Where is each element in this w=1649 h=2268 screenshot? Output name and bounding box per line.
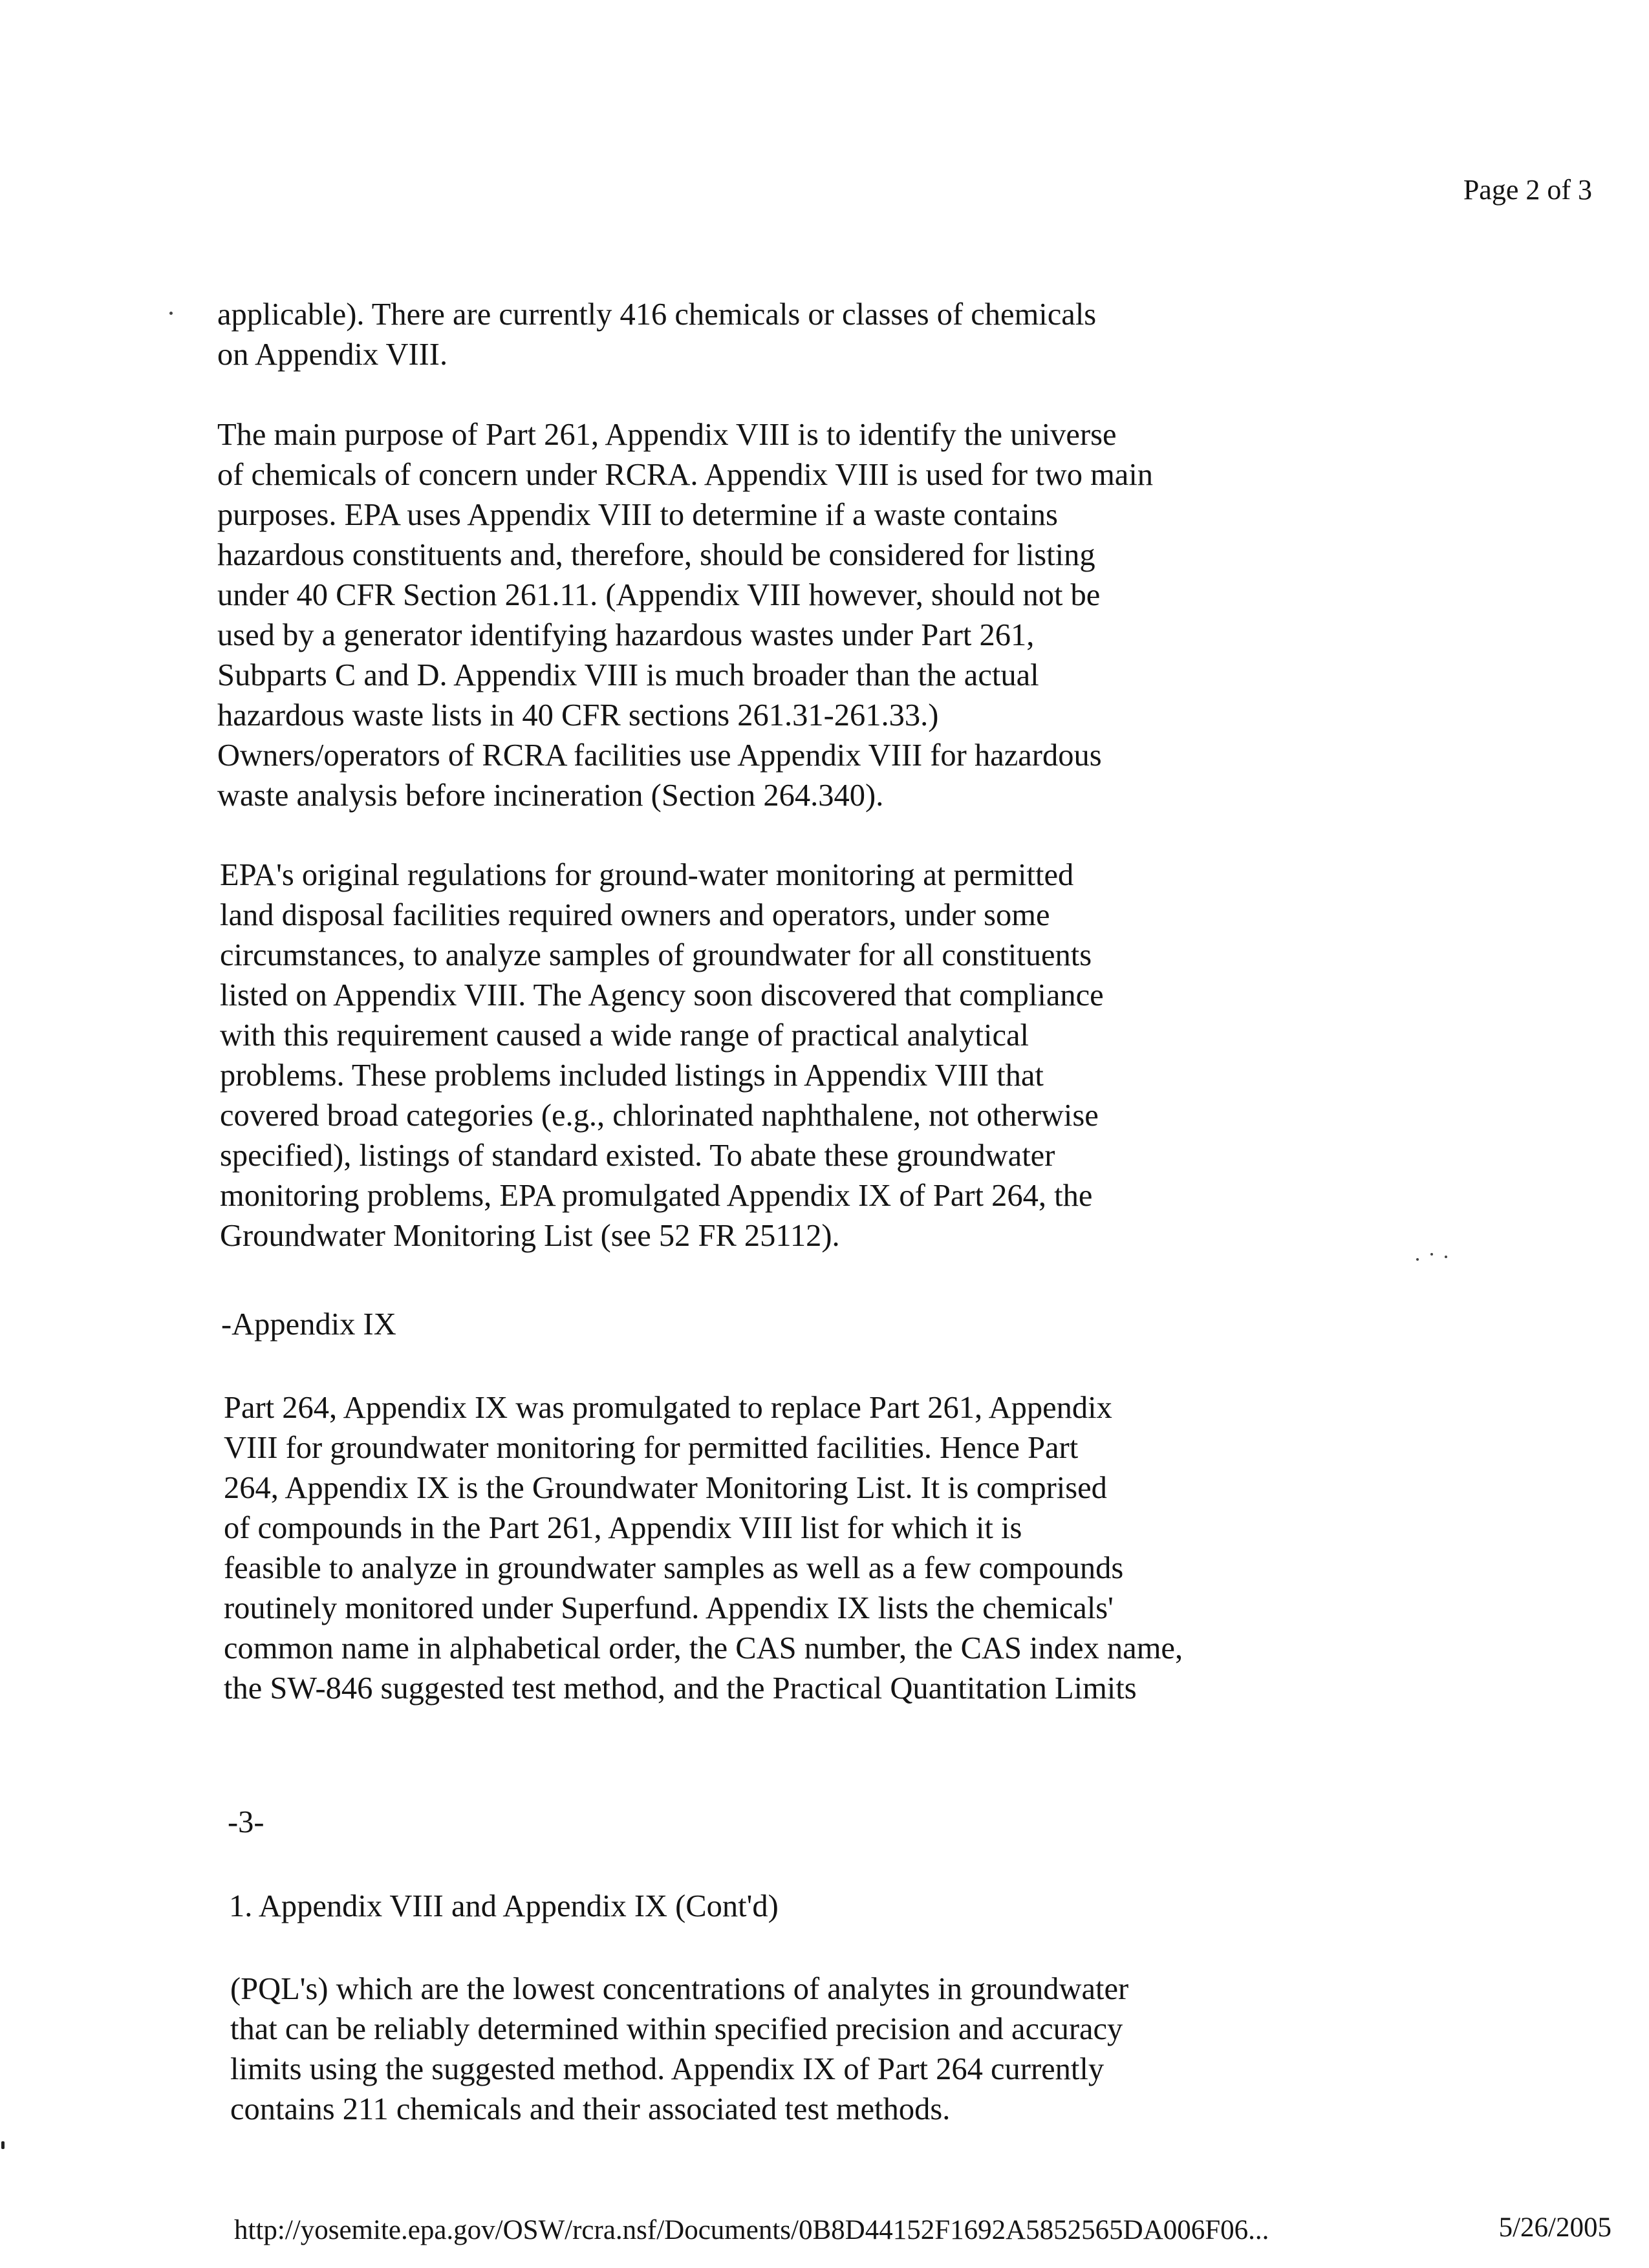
scan-speck: [169, 312, 173, 315]
text-line: VIII for groundwater monitoring for permitted facilities. Hence Part: [224, 1431, 1079, 1465]
paragraph-original-regulations: [220, 855, 1104, 1256]
text-line: the SW-846 suggested test method, and the Practical Quantitation Limits: [224, 1671, 1137, 1706]
text-line: Subparts C and D. Appendix VIII is much broader than the actual: [217, 658, 1039, 692]
text-line: purposes. EPA uses Appendix VIII to determine if a waste contains: [217, 498, 1058, 532]
scan-speck: [1416, 1258, 1419, 1261]
text-line: EPA's original regulations for ground-water monitoring at permitted: [220, 858, 1074, 892]
text-line: routinely monitored under Superfund. Appendix IX lists the chemicals': [224, 1591, 1114, 1625]
text-line: feasible to analyze in groundwater samples as well as a few compounds: [224, 1551, 1124, 1585]
text-line: monitoring problems, EPA promulgated Appendix IX of Part 264, the: [220, 1179, 1093, 1213]
paragraph-appendix-ix: [224, 1388, 1183, 1709]
text-line: specified), listings of standard existed. To abate these groundwater: [220, 1139, 1055, 1173]
text-line: Owners/operators of RCRA facilities use Appendix VIII for hazardous: [217, 738, 1102, 773]
text-line: waste analysis before incineration (Section 264.340).: [217, 778, 884, 813]
text-line: hazardous waste lists in 40 CFR sections 261.31-261.33.): [217, 698, 939, 733]
section-heading-appendix-ix: [221, 1305, 396, 1345]
text-line: of compounds in the Part 261, Appendix VIII list for which it is: [224, 1511, 1022, 1545]
text-line: hazardous constituents and, therefore, should be considered for listing: [217, 538, 1095, 572]
section-heading-continued: [229, 1887, 779, 1927]
text-line: with this requirement caused a wide range of practical analytical: [220, 1018, 1029, 1053]
text-line: land disposal facilities required owners and operators, under some: [220, 898, 1050, 932]
text-line: contains 211 chemicals and their associated test methods.: [230, 2092, 951, 2126]
text-line: that can be reliably determined within specified precision and accuracy: [230, 2012, 1123, 2046]
text-line: -3-: [228, 1805, 264, 1839]
text-line: 264, Appendix IX is the Groundwater Monitoring List. It is comprised: [224, 1471, 1107, 1505]
text-line: common name in alphabetical order, the CAS number, the CAS index name,: [224, 1631, 1183, 1665]
text-line: under 40 CFR Section 261.11. (Appendix VIII however, should not be: [217, 578, 1101, 612]
paragraph-pql: [230, 1969, 1128, 2130]
text-line: The main purpose of Part 261, Appendix VIII is to identify the universe: [217, 418, 1117, 452]
page-indicator: Page 2 of 3: [1463, 174, 1592, 206]
text-line: covered broad categories (e.g., chlorinated naphthalene, not otherwise: [220, 1098, 1099, 1133]
scan-speck: [1445, 1256, 1447, 1258]
text-line: of chemicals of concern under RCRA. Appendix VIII is used for two main: [217, 458, 1154, 492]
text-line: Groundwater Monitoring List (see 52 FR 25112).: [220, 1219, 840, 1253]
text-line: used by a generator identifying hazardous wastes under Part 261,: [217, 618, 1035, 652]
text-line: -Appendix IX: [221, 1307, 396, 1342]
text-line: limits using the suggested method. Appendix IX of Part 264 currently: [230, 2052, 1105, 2086]
text-line: problems. These problems included listings in Appendix VIII that: [220, 1058, 1044, 1093]
footer-url: http://yosemite.epa.gov/OSW/rcra.nsf/Documents/0B8D44152F1692A5852565DA006F06...: [234, 2215, 1269, 2245]
footer-date: 5/26/2005: [1498, 2212, 1611, 2243]
text-line: circumstances, to analyze samples of groundwater for all constituents: [220, 938, 1092, 972]
scan-speck: [1, 2141, 5, 2149]
text-line: applicable). There are currently 416 chemicals or classes of chemicals: [217, 297, 1097, 332]
paragraph-main-purpose: [217, 415, 1153, 816]
text-line: listed on Appendix VIII. The Agency soon discovered that compliance: [220, 978, 1104, 1012]
page-marker: [228, 1803, 264, 1843]
text-line: (PQL's) which are the lowest concentrations of analytes in groundwater: [230, 1972, 1129, 2006]
text-line: Part 264, Appendix IX was promulgated to replace Part 261, Appendix: [224, 1391, 1112, 1425]
text-line: on Appendix VIII.: [217, 337, 448, 372]
paragraph-intro: [217, 295, 1096, 375]
text-line: 1. Appendix VIII and Appendix IX (Cont'd): [229, 1889, 779, 1923]
scan-speck: [1430, 1253, 1433, 1256]
